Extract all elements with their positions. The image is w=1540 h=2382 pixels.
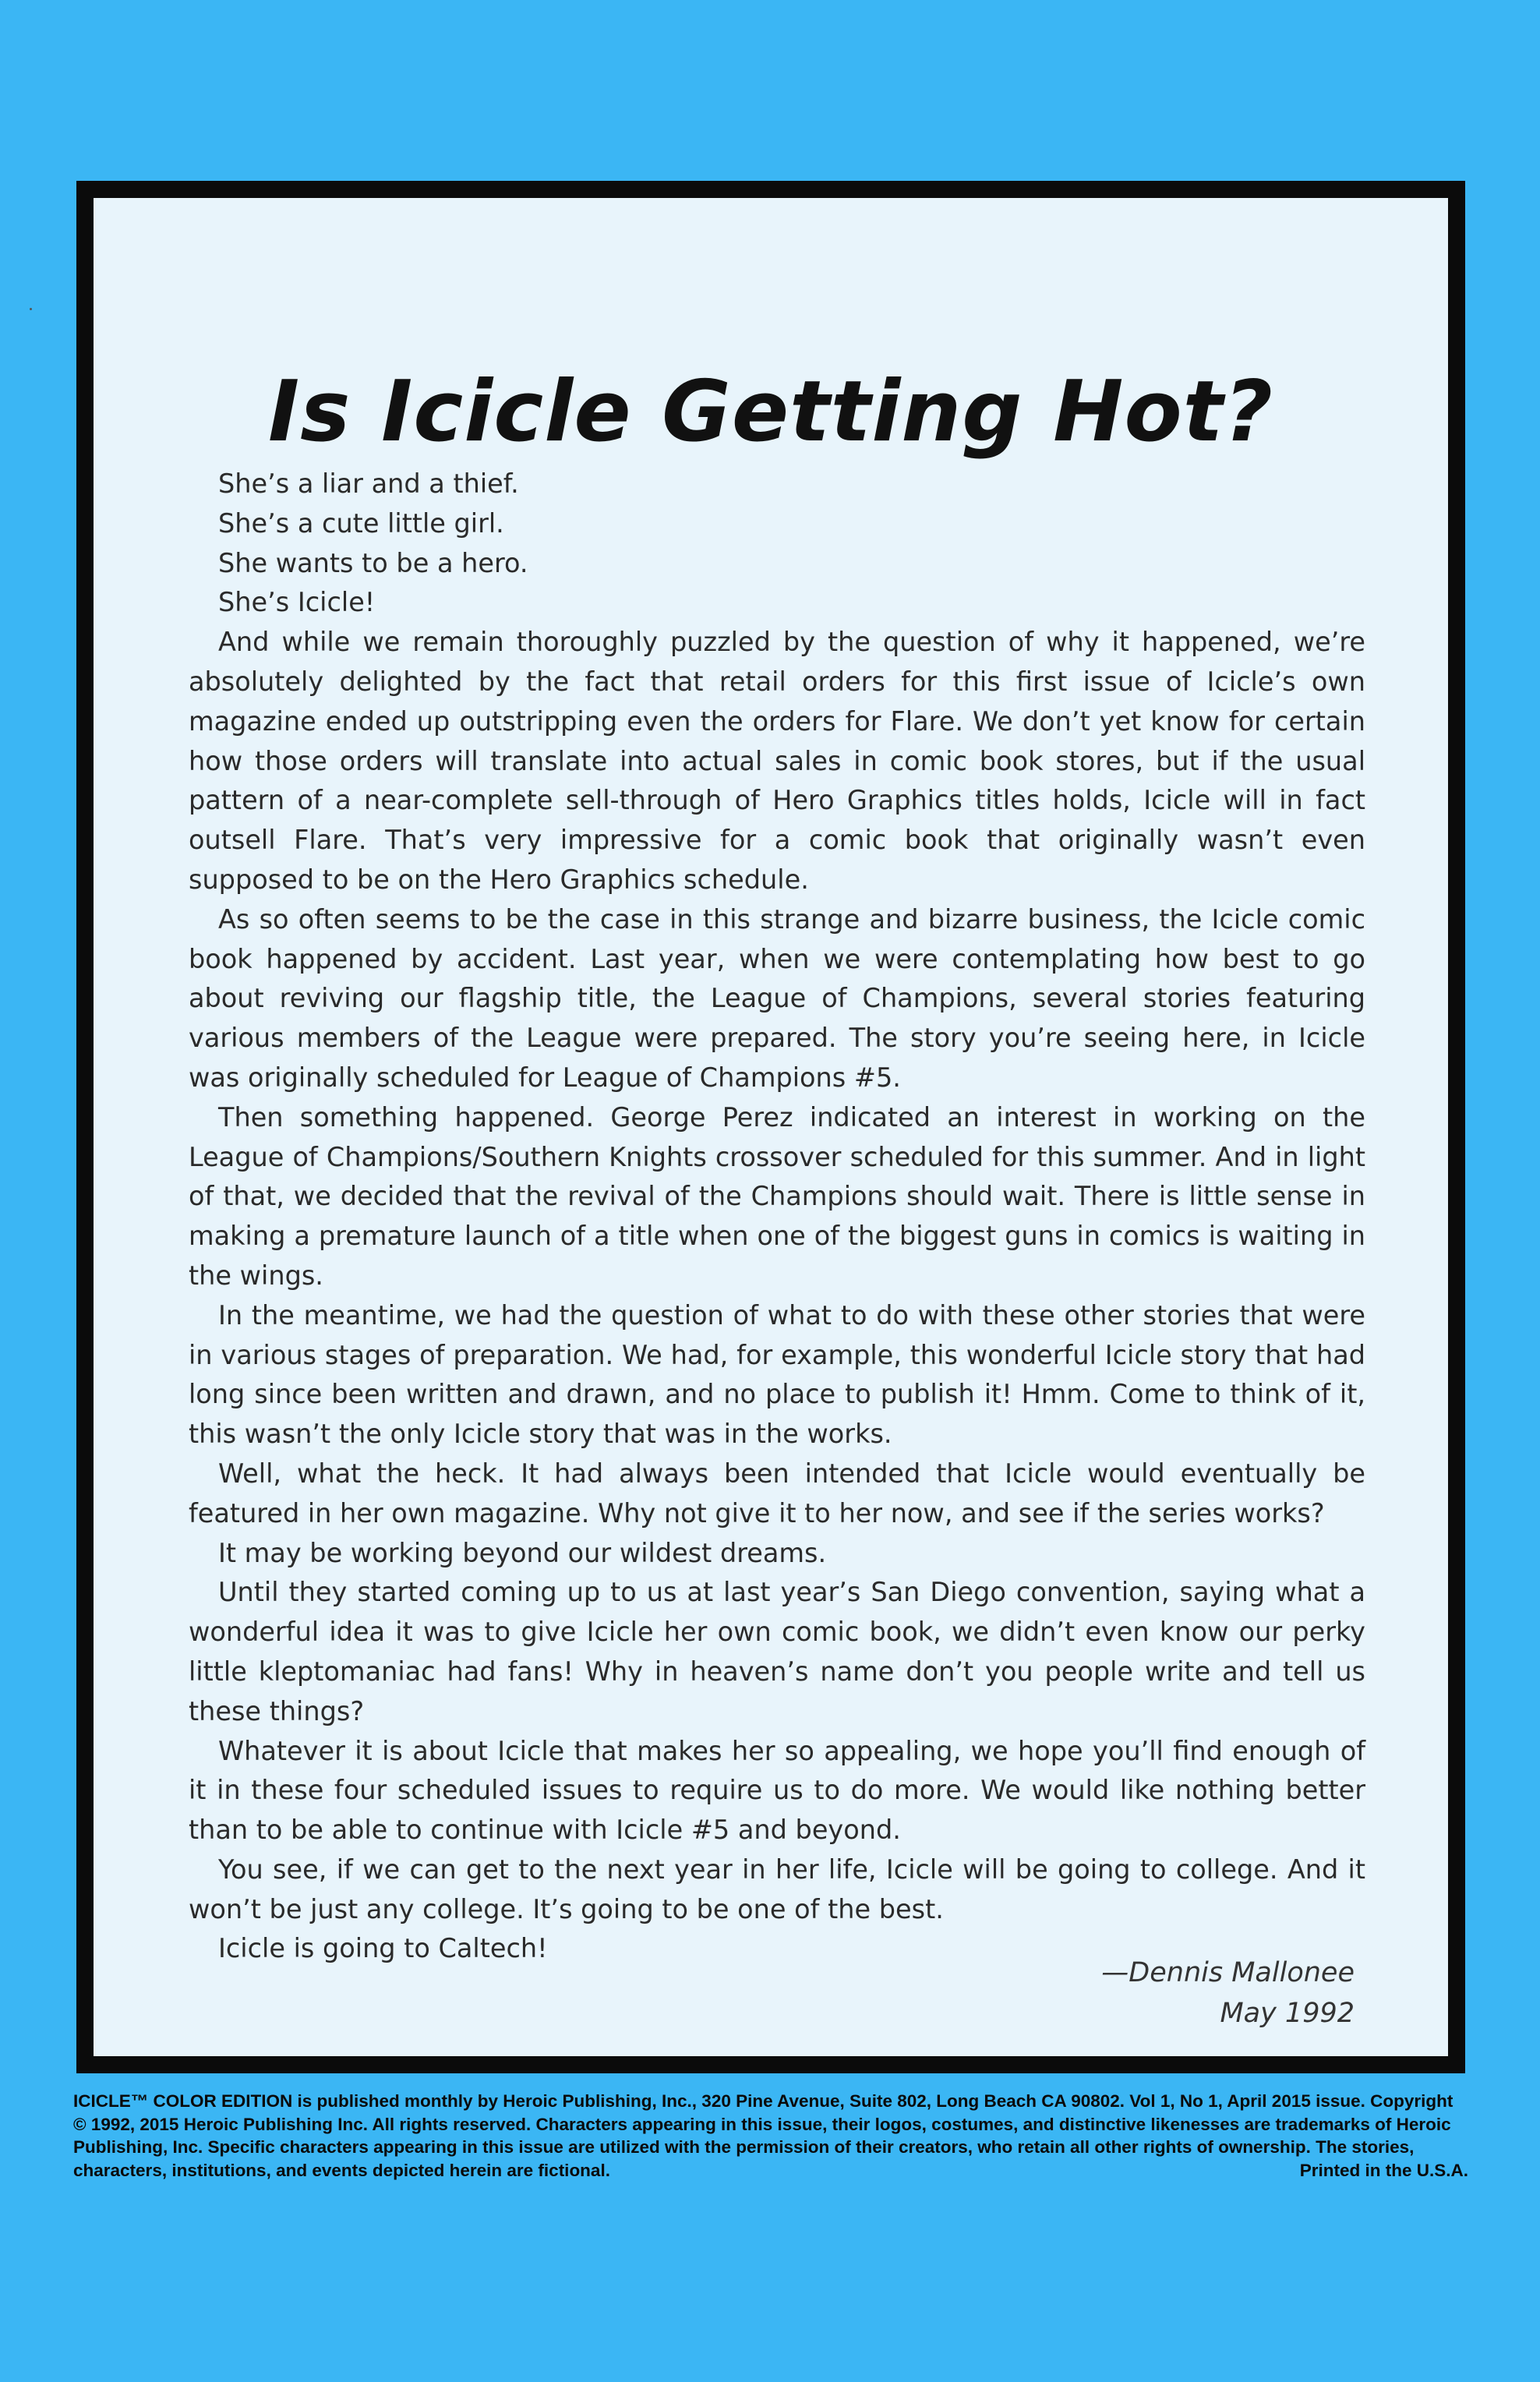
paragraph: Well, what the heck. It had always been intended that Icicle would eventually be featured in her own magazine. Why not give it to her now, and see if the series works?	[189, 1458, 1365, 1529]
paragraph: Until they started coming up to us at last year’s San Diego convention, saying what a wonderful idea it was to give Icicle her own comic book, we didn’t even know our perky little kleptomaniac had fans! Why in heaven’s name don’t you people write and tell us these things?	[189, 1577, 1365, 1726]
editorial-body	[189, 465, 1365, 1969]
paragraph: Icicle is going to Caltech!	[218, 1933, 548, 1964]
paragraph: In the meantime, we had the question of what to do with these other stories that were in various stages of preparation. We had, for example, this wonderful Icicle story that had long since been written and drawn, and no place to publish it! Hmm. Come to think of it, this wasn’t the only Icicle story that was in the works.	[189, 1299, 1365, 1450]
paragraph: She’s Icicle!	[218, 587, 376, 618]
paragraph: Whatever it is about Icicle that makes her so appealing, we hope you’ll find enough of it in these four scheduled issues to require us to do more. We would like nothing better than to be able to continue with Icicle #5 and beyond.	[189, 1735, 1365, 1846]
paragraph: As so often seems to be the case in this strange and bizarre business, the Icicle comic book happened by accident. Last year, when we were contemplating how best to go about reviving our flagship title, the League of Champions, several stories featuring various members of the League were prepared. The story you’re seeing here, in Icicle was originally scheduled for League of Champions #5.	[189, 903, 1365, 1093]
paragraph: She wants to be a hero.	[218, 547, 528, 578]
author-name: —Dennis Mallonee	[1101, 1957, 1355, 1988]
paragraph: She’s a cute little girl.	[218, 507, 504, 539]
page-title: Is Icicle Getting Hot?	[268, 363, 1273, 461]
publication-indicia	[73, 2090, 1468, 2182]
paragraph: Then something happened. George Perez indicated an interest in working on the League of Champions/Southern Knights crossover scheduled for this summer. And in light of that, we decided that the revival of the Champions should wait. There is little sense in making a premature launch of a title when one of the biggest guns in comics is waiting in the wings.	[189, 1101, 1365, 1291]
editorial-panel	[76, 181, 1465, 2073]
paragraph: It may be working beyond our wildest dreams.	[218, 1537, 827, 1568]
signature-block	[1101, 1953, 1355, 2034]
paragraph: She’s a liar and a thief.	[218, 468, 519, 499]
printed-in-label: Printed in the U.S.A.	[1299, 2160, 1468, 2180]
paragraph: And while we remain thoroughly puzzled by the question of why it happened, we’re absolutely delighted by the fact that retail orders for this first issue of Icicle’s own magazine ended up outstripping even the orders for Flare. We don’t yet know for certain how those orders will translate into actual sales in comic book stores, but if the usual pattern of a near-complete sell-through of Hero Graphics titles holds, Icicle will in fact outsell Flare. That’s very impressive for a comic book that originally wasn’t even supposed to be on the Hero Graphics schedule.	[189, 627, 1365, 895]
scan-speck	[30, 308, 32, 310]
paragraph: You see, if we can get to the next year in her life, Icicle will be going to college. And it won’t be just any college. It’s going to be one of the best.	[189, 1854, 1365, 1924]
indicia-text: ICICLE™ COLOR EDITION is published monthly by Heroic Publishing, Inc., 320 Pine Avenue, Suite 802, Long Beach CA 90802. Vol 1, No 1, April 2015 issue. Copyright © 1992, 2015 Heroic Publishing Inc. All rights reserved. Characters appearing in this issue, their logos, costumes, and distinctive likenesses are trademarks of Heroic Publishing, Inc. Specific characters appearing in this issue are utilized with the permission of their creators, who retain all other rights of ownership. The stories, characters, institutions, and events depicted herein are fictional.	[73, 2091, 1453, 2180]
signature-date: May 1992	[1220, 1998, 1355, 2029]
